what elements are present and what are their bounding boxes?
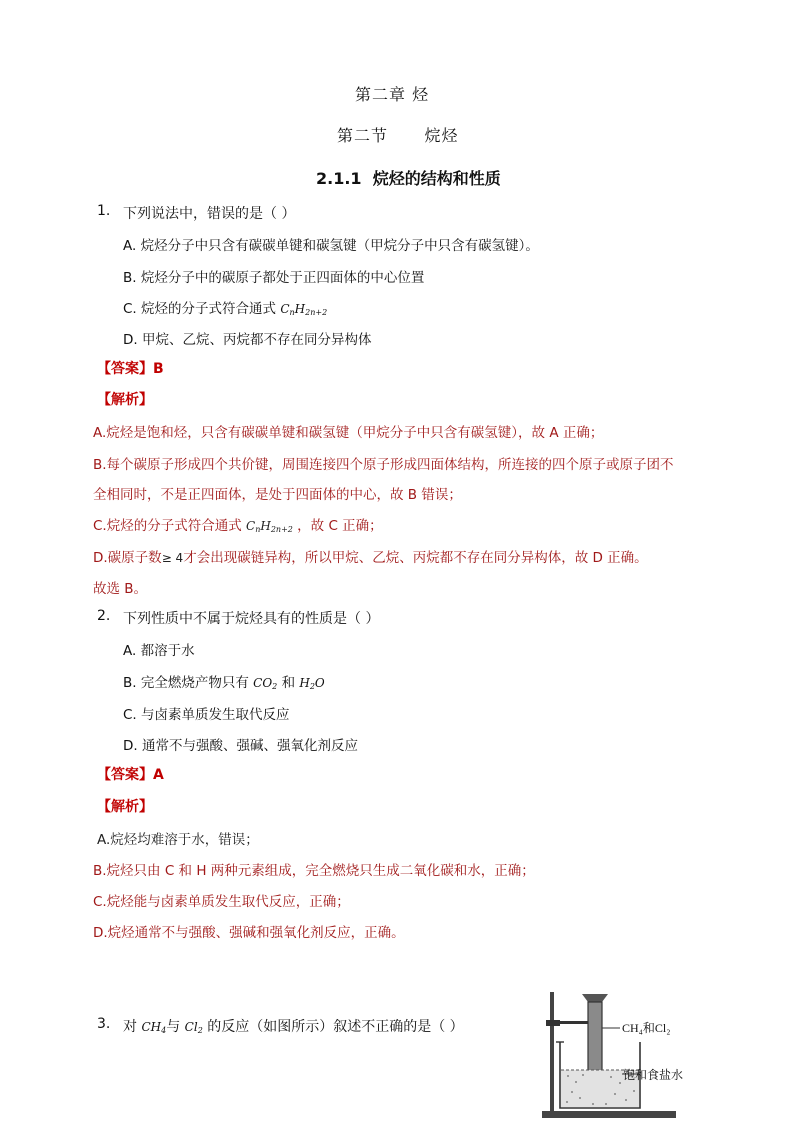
- q1-option-b: B. 烷烃分子中的碳原子都处于正四面体的中心位置: [123, 270, 425, 286]
- section-title: 第二节 烷烃: [337, 126, 459, 145]
- q2-analysis-a: A.烷烃均难溶于水，错误；: [97, 832, 259, 848]
- formula-co2: $CO_2$: [253, 676, 278, 691]
- q1-option-a: A. 烷烃分子中只含有碳碳单键和碳氢键（甲烷分子中只含有碳氢键）。: [123, 238, 539, 254]
- q2-option-d: D. 通常不与强酸、强碱、强氧化剂反应: [123, 738, 358, 754]
- q1-stem: 下列说法中，错误的是（ ）: [123, 206, 296, 222]
- q2-option-c: C. 与卤素单质发生取代反应: [123, 707, 290, 723]
- q1-analysis-c: C.烷烃的分子式符合通式 $C_nH_{2n+2}$ ，故 C 正确；: [93, 518, 383, 534]
- label-ch4-cl2: CH₄和Cl₂: [622, 1021, 671, 1035]
- q1-option-d: D. 甲烷、乙烷、丙烷都不存在同分异构体: [123, 332, 372, 348]
- q1-number: 1.: [97, 203, 111, 219]
- subsection-title: 2.1.1 烷烃的结构和性质: [316, 169, 501, 188]
- q1-analysis-b2: 全相同时，不是正四面体，是处于四面体的中心，故 B 错误；: [93, 487, 462, 503]
- formula-cnh2n2-analysis: $C_nH_{2n+2}$: [246, 519, 293, 534]
- q2-analysis-d: D.烷烃通常不与强酸、强碱和强氧化剂反应，正确。: [93, 925, 405, 941]
- q1-analysis-d: D.碳原子数≥ 4才会出现碳链异构，所以甲烷、乙烷、丙烷都不存在同分异构体，故 D 正确。: [93, 550, 648, 566]
- q1-analysis-b1: B.每个碳原子形成四个共价键，周围连接四个原子形成四面体结构，所连接的四个原子或原子团不: [93, 457, 674, 473]
- formula-cl2: $Cl_2$: [184, 1020, 203, 1035]
- stand-base: [542, 1111, 676, 1118]
- chapter-title: 第二章 烃: [355, 85, 430, 104]
- q1-analysis-label: 【解析】: [97, 392, 153, 408]
- q2-analysis-b: B.烷烃只由 C 和 H 两种元素组成，完全燃烧只生成二氧化碳和水，正确；: [93, 863, 535, 879]
- label-saline: 饱和食盐水: [623, 1068, 684, 1082]
- q2-option-a: A. 都溶于水: [123, 643, 195, 659]
- q1-analysis-a: A.烷烃是饱和烃，只含有碳碳单键和碳氢键（甲烷分子中只含有碳氢键），故 A 正确；: [93, 425, 604, 441]
- q3-stem: 对 $CH_4$与 $Cl_2$ 的反应（如图所示）叙述不正确的是（ ）: [123, 1019, 464, 1035]
- apparatus-figure: [536, 988, 722, 1123]
- q2-number: 2.: [97, 608, 111, 624]
- tube-mouth: [582, 994, 608, 1002]
- formula-ch4: $CH_4$: [141, 1020, 167, 1035]
- formula-cnh2n2: $C_nH_{2n+2}$: [280, 302, 328, 317]
- formula-h2o: $H_2O$: [299, 676, 325, 691]
- q1-option-c: C. 烷烃的分子式符合通式 $C_nH_{2n+2}$: [123, 301, 328, 317]
- q2-stem: 下列性质中不属于烷烃具有的性质是（ ）: [123, 611, 380, 627]
- q3-number: 3.: [97, 1016, 111, 1032]
- q1-answer: 【答案】B: [97, 361, 164, 377]
- q2-option-b: B. 完全燃烧产物只有 $CO_2$ 和 $H_2O$: [123, 675, 325, 691]
- q2-analysis-label: 【解析】: [97, 799, 153, 815]
- q2-analysis-c: C.烷烃能与卤素单质发生取代反应，正确；: [93, 894, 350, 910]
- q1-conclusion: 故选 B。: [93, 581, 148, 597]
- q2-answer: 【答案】A: [97, 767, 164, 783]
- stand-rod: [550, 992, 554, 1112]
